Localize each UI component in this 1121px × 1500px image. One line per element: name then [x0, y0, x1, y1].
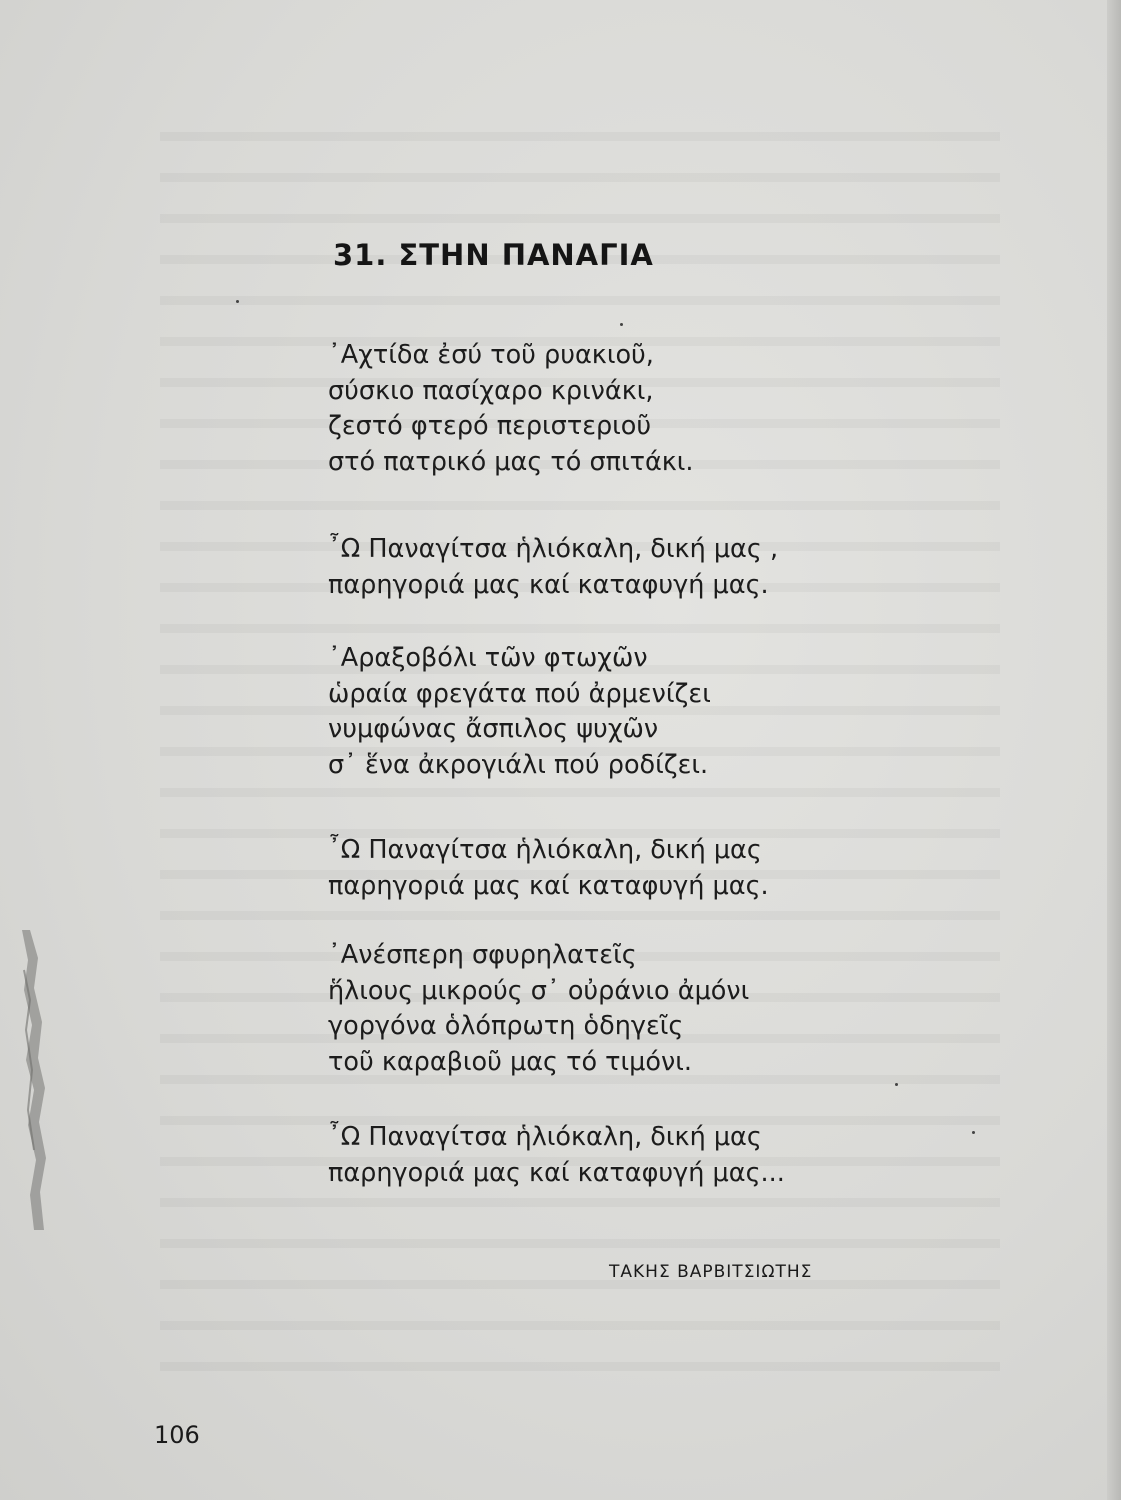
- verse-line: ῏Ω Παναγίτσα ἡλιόκαλη, δική μας: [328, 835, 762, 865]
- verse-line: παρηγοριά μας καί καταφυγή μας...: [328, 1157, 785, 1188]
- verse-line: στό πατρικό μας τό σπιτάκι.: [328, 446, 694, 477]
- verse-line: τοῦ καραβιοῦ μας τό τιμόνι.: [328, 1046, 692, 1077]
- poem-title: 31. ΣΤΗΝ ΠΑΝΑΓΙΑ: [333, 238, 654, 272]
- verse-line: νυμφώνας ἄσπιλος ψυχῶν: [328, 714, 659, 744]
- paper-speck: [972, 1131, 975, 1134]
- stanza-5: [328, 938, 749, 1080]
- verse-line: σ᾿ ἕνα ἀκρογιάλι πού ροδίζει.: [328, 749, 709, 780]
- poem-author: ΤΑΚΗΣ ΒΑΡΒΙΤΣΙΩΤΗΣ: [609, 1262, 813, 1282]
- torn-paper-edge: [14, 930, 54, 1230]
- verse-line: ᾿Αραξοβόλι τῶν φτωχῶν: [328, 643, 648, 673]
- stanza-2-refrain: [328, 532, 778, 603]
- paper-speck: [620, 323, 623, 326]
- verse-line: παρηγοριά μας καί καταφυγή μας.: [328, 870, 769, 901]
- stanza-1: [328, 338, 694, 480]
- page-number: 106: [154, 1421, 200, 1449]
- verse-line: σύσκιο πασίχαρο κρινάκι,: [328, 375, 654, 406]
- verse-line: ῏Ω Παναγίτσα ἡλιόκαλη, δική μας ,: [328, 534, 779, 564]
- verse-line: γοργόνα ὁλόπρωτη ὁδηγεῖς: [328, 1011, 684, 1041]
- verse-line: ᾿Ανέσπερη σφυρηλατεῖς: [328, 940, 637, 970]
- paper-speck: [236, 300, 239, 303]
- stanza-4-refrain: [328, 833, 769, 904]
- verse-line: παρηγοριά μας καί καταφυγή μας.: [328, 569, 769, 600]
- paper-speck: [895, 1083, 898, 1086]
- verse-line: ὡραία φρεγάτα πού ἀρμενίζει: [328, 678, 711, 709]
- verse-line: ζεστό φτερό περιστεριοῦ: [328, 411, 652, 441]
- verse-line: ἥλιους μικρούς σ᾿ οὐράνιο ἀμόνι: [328, 975, 750, 1006]
- stanza-6-refrain: [328, 1120, 785, 1191]
- verse-line: ῏Ω Παναγίτσα ἡλιόκαλη, δική μας: [328, 1122, 762, 1152]
- verse-line: ᾿Αχτίδα ἐσύ τοῦ ρυακιοῦ,: [328, 340, 654, 370]
- stanza-3: [328, 641, 711, 783]
- page-fold-edge: [1107, 0, 1121, 1500]
